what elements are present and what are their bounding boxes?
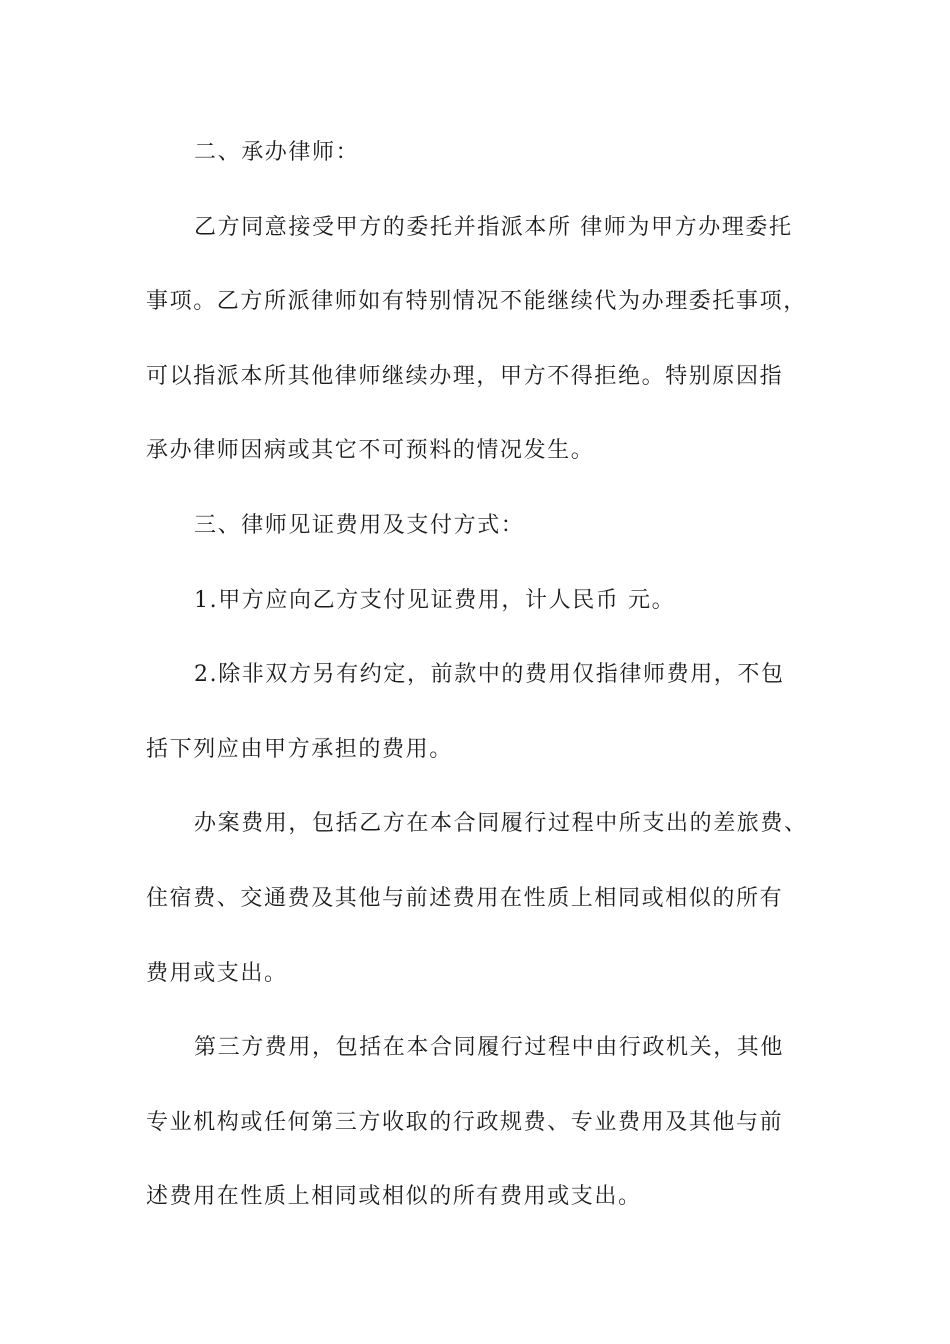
paragraph-line: 事项。乙方所派律师如有特别情况不能继续代为办理委托事项， xyxy=(146,289,807,315)
clause-1-line: 1.甲方应向乙方支付见证费用，计人民币 元。 xyxy=(194,587,676,613)
section-heading-fees: 三、律师见证费用及支付方式： xyxy=(194,512,525,538)
clause-2-line: 括下列应由甲方承担的费用。 xyxy=(146,736,453,762)
third-party-fees-line: 专业机构或任何第三方收取的行政规费、专业费用及其他与前 xyxy=(146,1109,784,1135)
third-party-fees-line: 第三方费用，包括在本合同履行过程中由行政机关，其他 xyxy=(194,1035,785,1061)
third-party-fees-line: 述费用在性质上相同或相似的所有费用或支出。 xyxy=(146,1184,642,1210)
paragraph-line: 可以指派本所其他律师继续办理，甲方不得拒绝。特别原因指 xyxy=(146,363,784,389)
case-expenses-line: 费用或支出。 xyxy=(146,960,288,986)
document-body xyxy=(146,126,810,1245)
case-expenses-line: 办案费用，包括乙方在本合同履行过程中所支出的差旅费、 xyxy=(194,811,808,837)
section-heading-lawyer: 二、承办律师： xyxy=(194,140,360,165)
paragraph-line: 承办律师因病或其它不可预料的情况发生。 xyxy=(146,438,595,464)
paragraph-line: 乙方同意接受甲方的委托并指派本所 律师为甲方办理委托 xyxy=(194,214,793,240)
clause-2-line: 2.除非双方另有约定，前款中的费用仅指律师费用，不包 xyxy=(194,662,785,688)
case-expenses-line: 住宿费、交通费及其他与前述费用在性质上相同或相似的所有 xyxy=(146,885,784,911)
